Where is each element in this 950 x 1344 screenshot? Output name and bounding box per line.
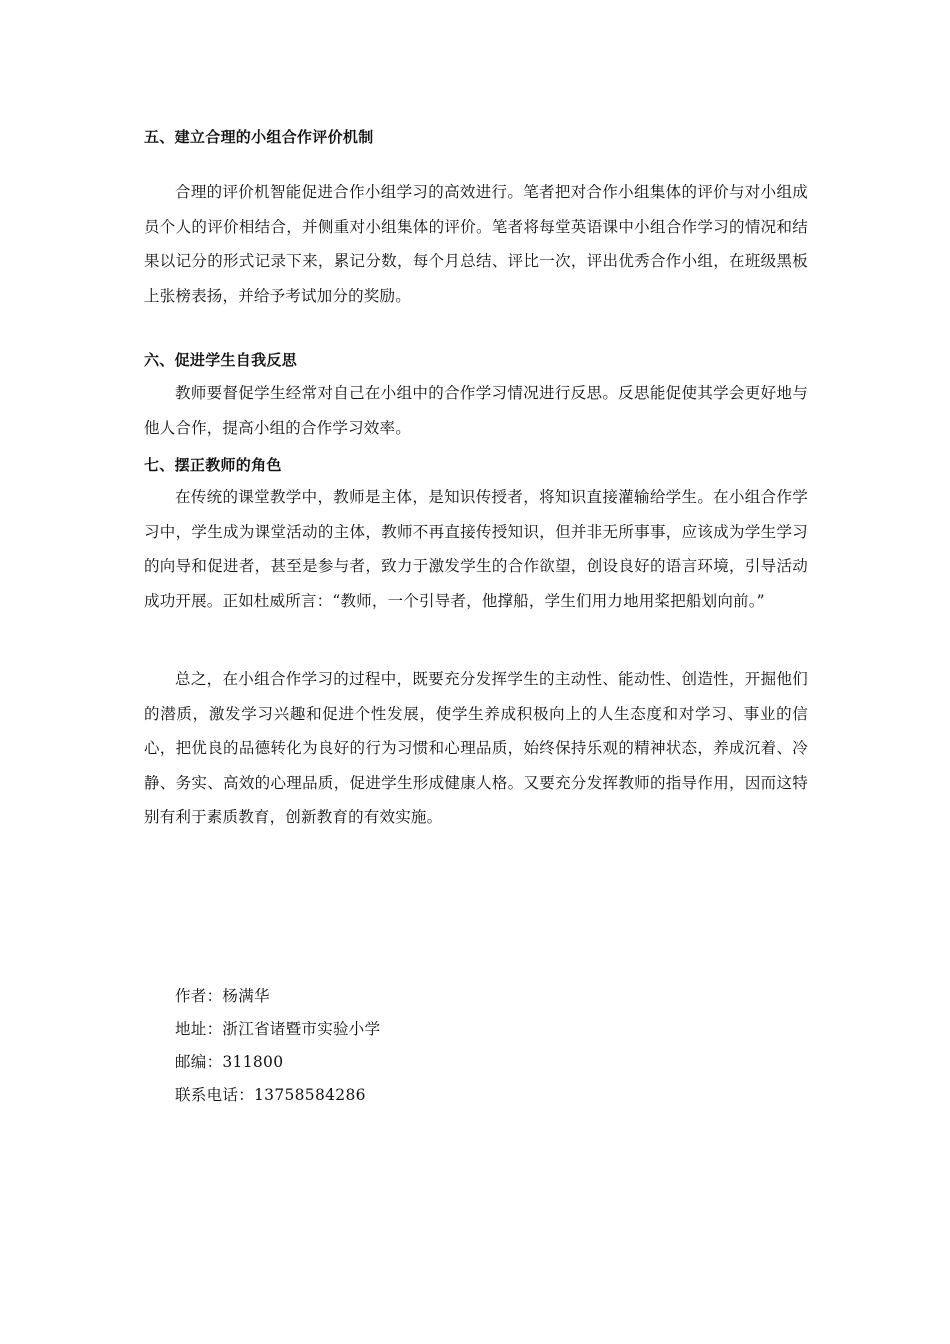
document-page <box>144 0 808 1344</box>
section-7-paragraph-1: 在传统的课堂教学中，教师是主体，是知识传授者，将知识直接灌输给学生。在小组合作学习中，学生成为课堂活动的主体，教师不再直接传授知识，但并非无所事事，应该成为学生学习的向导和促进者，甚至是参与者，致力于激发学生的合作欲望，创设良好的语言环境，引导活动成功开展。正如杜威所言：“教师，一个引导者，他撑船，学生们用力地用桨把船划向前。” <box>144 488 808 610</box>
author-line: 作者：杨满华 <box>175 987 270 1005</box>
address-line: 地址：浙江省诸暨市实验小学 <box>175 1020 381 1038</box>
section-6-paragraph: 教师要督促学生经常对自己在小组中的合作学习情况进行反思。反思能促使其学会更好地与他人合作，提高小组的合作学习效率。 <box>144 384 808 437</box>
postcode-line: 邮编：311800 <box>175 1053 284 1071</box>
section-5-heading: 五、建立合理的小组合作评价机制 <box>144 128 374 146</box>
section-7-heading: 七、摆正教师的角色 <box>144 456 282 474</box>
phone-line: 联系电话：13758584286 <box>175 1086 366 1104</box>
section-6-heading: 六、促进学生自我反思 <box>144 351 298 369</box>
section-5-paragraph: 合理的评价机智能促进合作小组学习的高效进行。笔者把对合作小组集体的评价与对小组成员个人的评价相结合，并侧重对小组集体的评价。笔者将每堂英语课中小组合作学习的情况和结果以记分的形式记录下来，累记分数，每个月总结、评比一次，评出优秀合作小组，在班级黑板上张榜表扬，并给予考试加分的奖励。 <box>144 183 808 305</box>
summary-paragraph: 总之，在小组合作学习的过程中，既要充分发挥学生的主动性、能动性、创造性，开掘他们的潜质，激发学习兴趣和促进个性发展，使学生养成积极向上的人生态度和对学习、事业的信心，把优良的品德转化为良好的行为习惯和心理品质，始终保持乐观的精神状态，养成沉着、冷静、务实、高效的心理品质，促进学生形成健康人格。又要充分发挥教师的指导作用，因而这特别有利于素质教育，创新教育的有效实施。 <box>144 670 808 826</box>
